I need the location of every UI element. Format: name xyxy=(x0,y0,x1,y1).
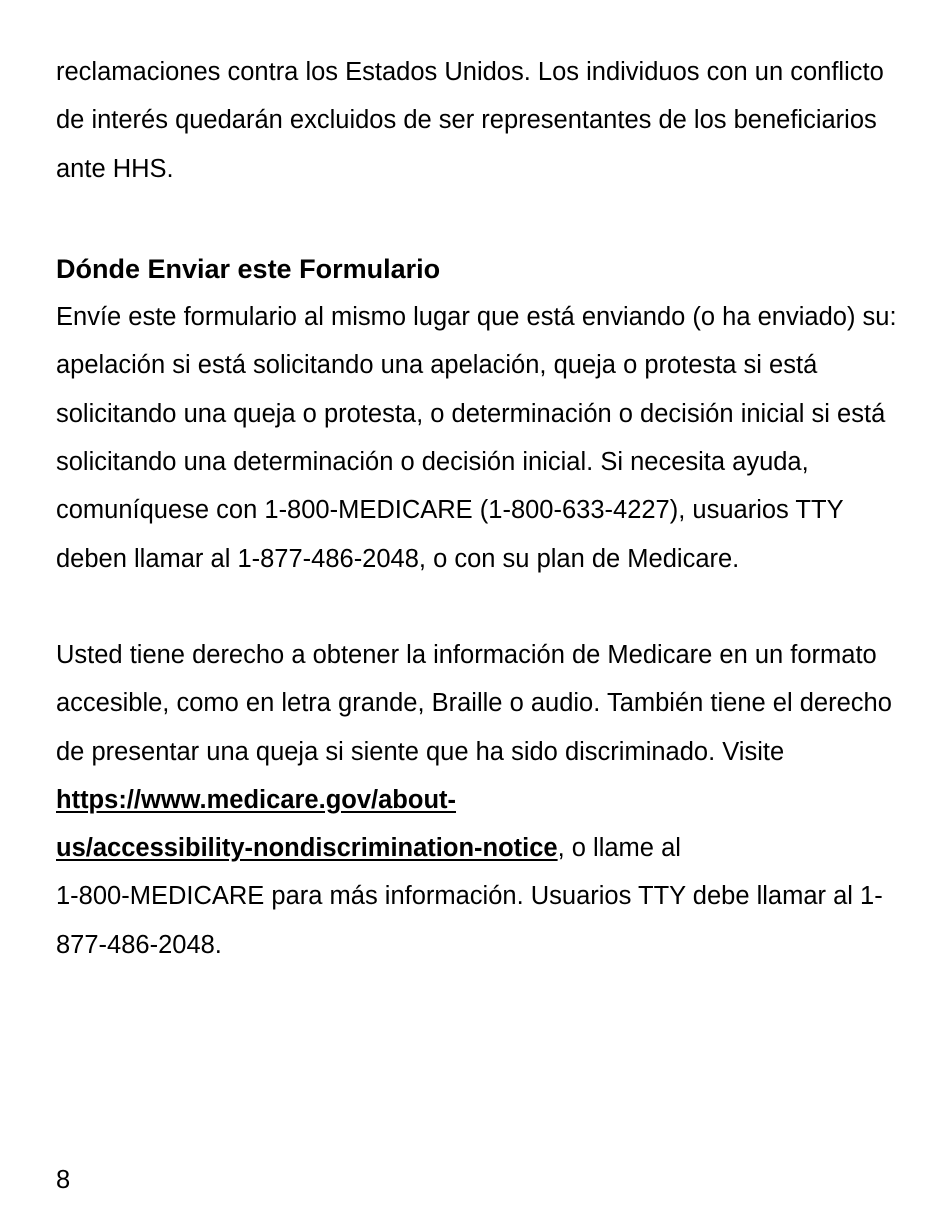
page-number: 8 xyxy=(56,1166,71,1194)
document-page xyxy=(56,48,906,969)
section-heading: Dónde Enviar este Formulario xyxy=(56,253,441,284)
accessibility-notice-link[interactable]: https://www.medicare.gov/about- us/accessibility-nondiscrimination-notice xyxy=(56,785,558,863)
rights-text-after-link: , o llame al xyxy=(557,834,681,863)
send-form-paragraph: Envíe este formulario al mismo lugar que está enviando (o ha enviado) su: apelación si está solicitando una apelación, queja o protesta si está solicitando una queja o protesta, o determinación o decisión inicial si está solicitando una determinación o decisión inicial. Si necesita ayuda, comuníquese con 1-800-MEDICARE (1-800-633-4227), usuarios TTY deben llamar al 1-877-486-2048, o con su plan de Medicare. xyxy=(56,303,897,573)
accessibility-rights-paragraph xyxy=(56,631,906,969)
rights-text-intro: Usted tiene derecho a obtener la información de Medicare en un formato accesible, como en letra grande, Braille o audio. También tiene el derecho de presentar una queja si siente que ha sido discriminado. Visite xyxy=(56,640,892,766)
rights-text-end: 1-800-MEDICARE para más información. Usuarios TTY debe llamar al 1-877-486-2048. xyxy=(56,882,883,959)
continuation-paragraph: reclamaciones contra los Estados Unidos. Los individuos con un conflicto de interés quedarán excluidos de ser representantes de los beneficiarios ante HHS. xyxy=(56,58,884,183)
